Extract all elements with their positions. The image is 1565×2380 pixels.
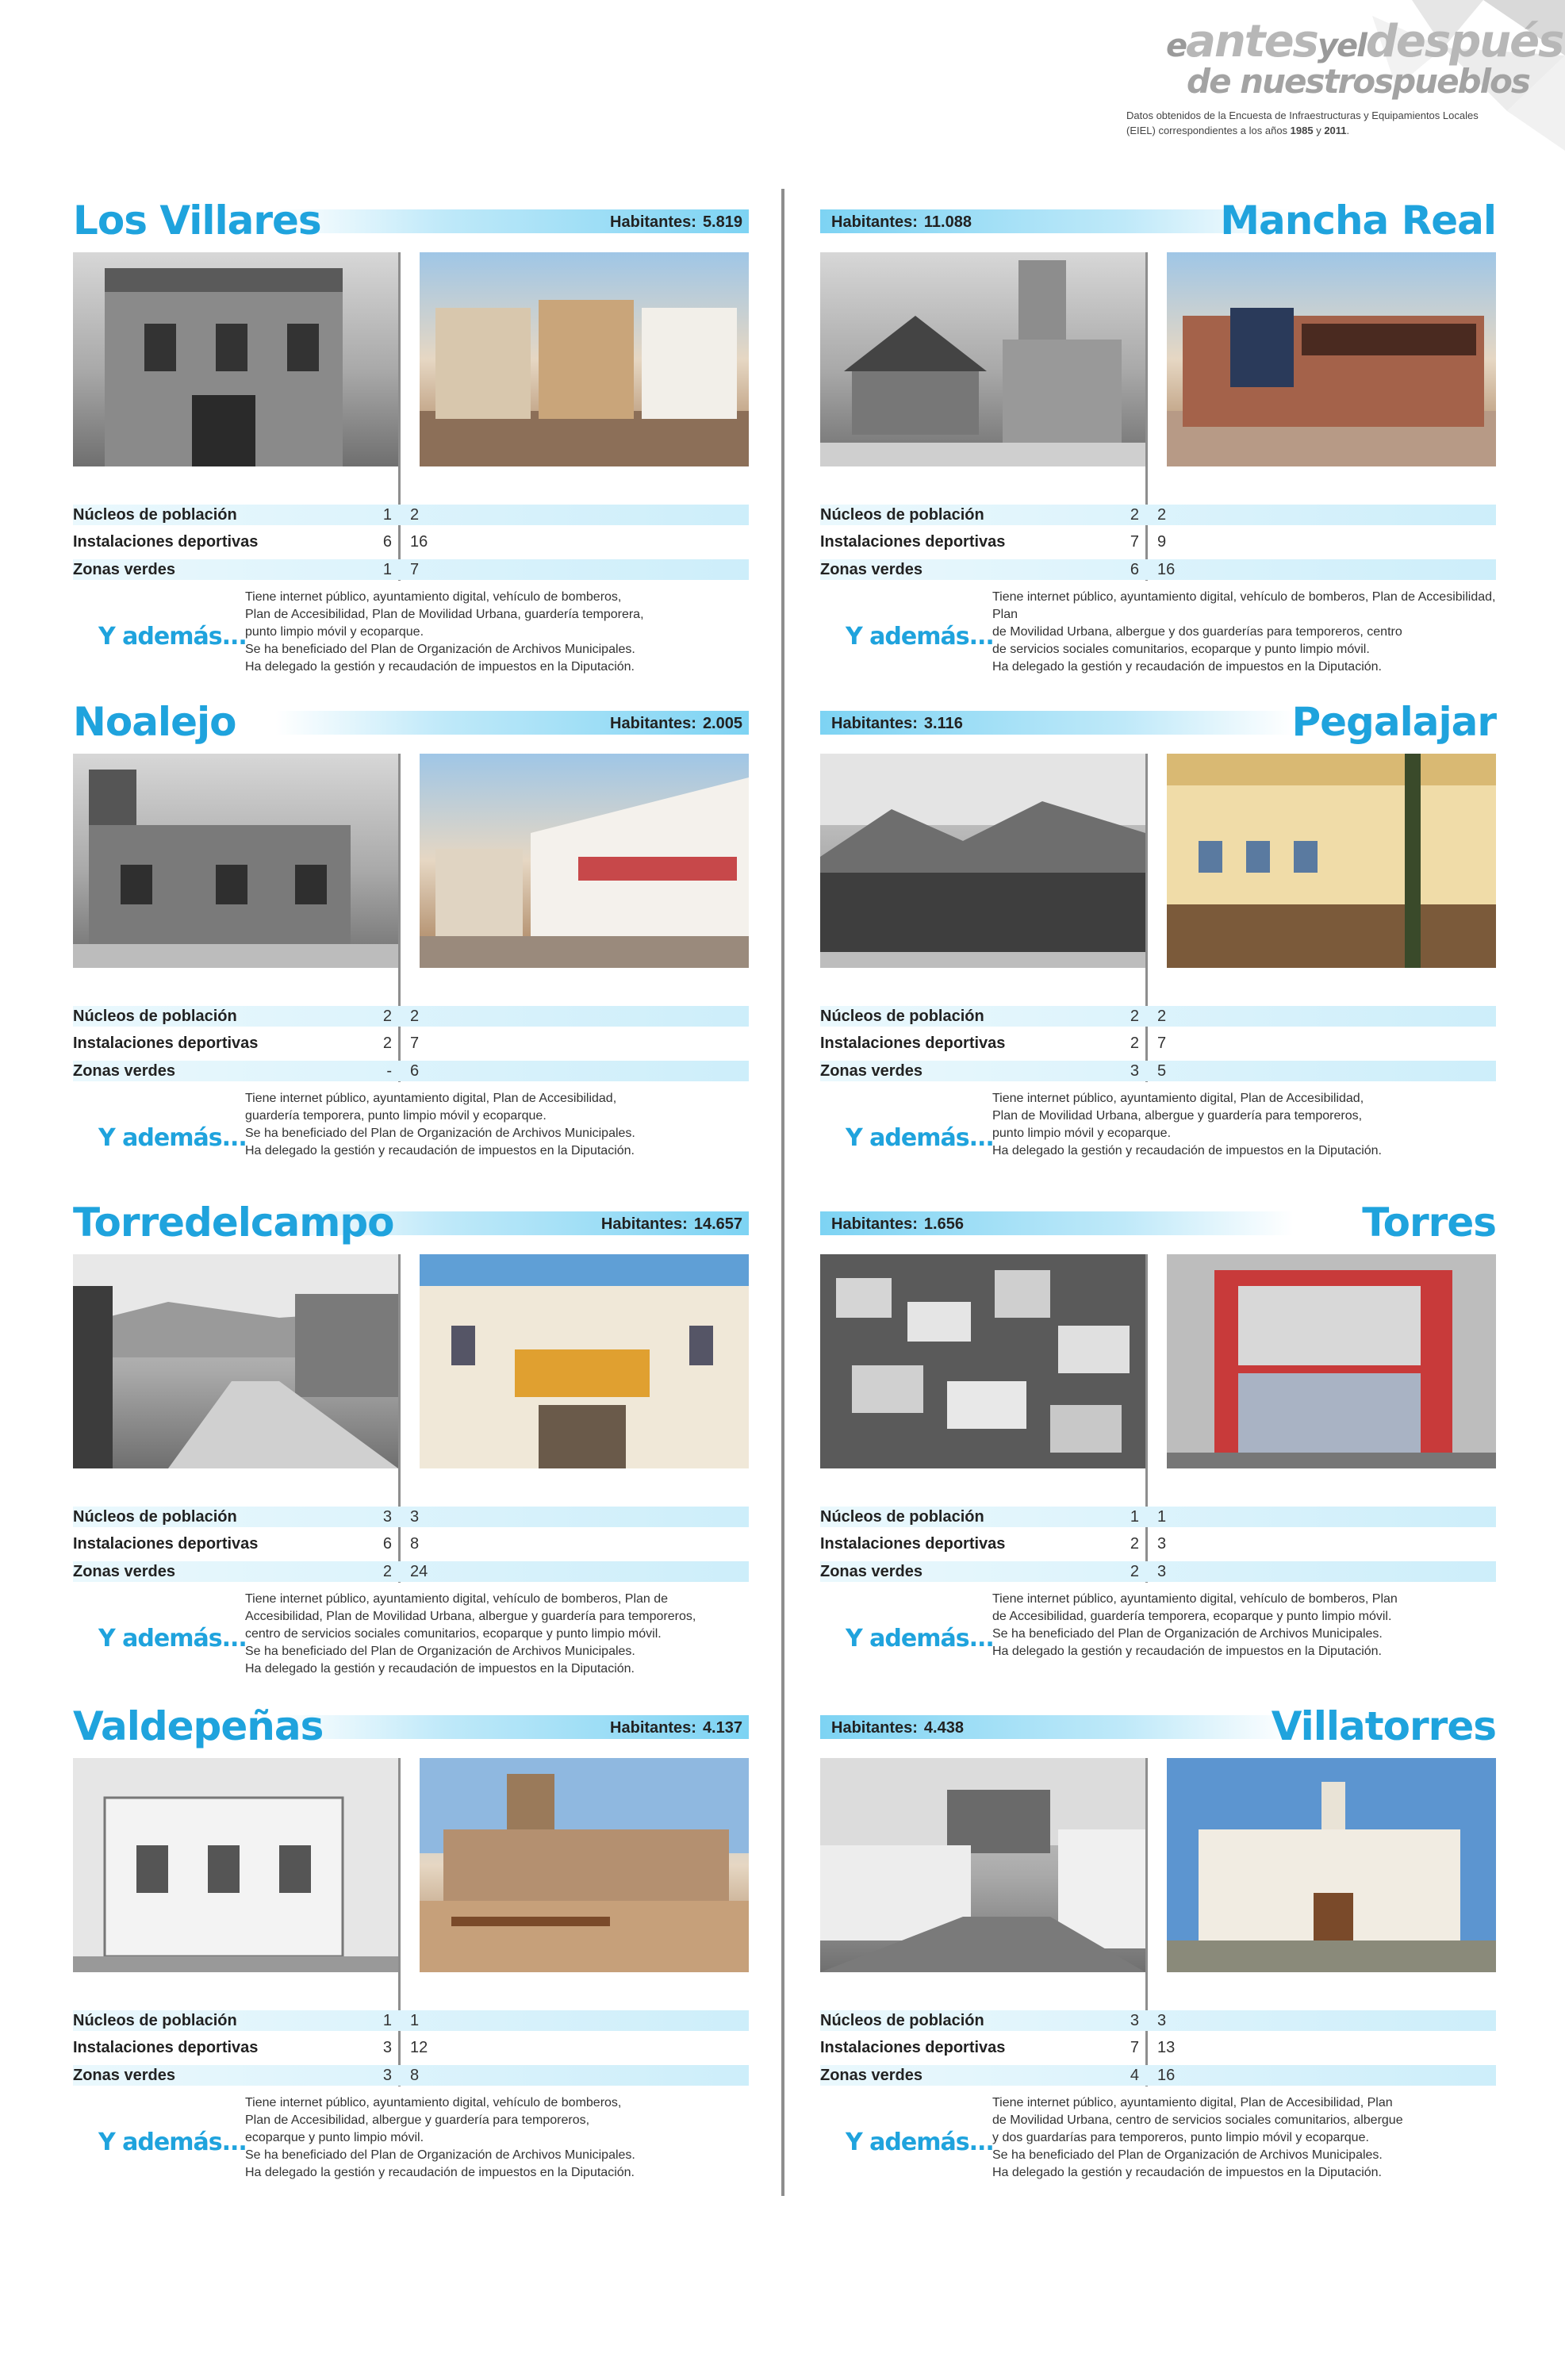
ademas-label: Y además... xyxy=(846,1625,994,1653)
extras-description: Tiene internet público, ayuntamiento digital, Plan de Accesibilidad, guardería temporera, punto limpio móvil y ecoparque. Se ha beneficiado del Plan de Organización de Archivos Municipales. Ha delegado la gestión y recaudación de impuestos en la Diputación. xyxy=(245,1092,635,1157)
town-card-torres xyxy=(820,1200,1496,1696)
extras-description: Tiene internet público, ayuntamiento digital, vehículo de bomberos, Plan de Accesibilidad, albergue y guardería para temporeros, ecoparque y punto limpio móvil. Se ha beneficiado del Plan de Organización de Archivos Municipales. Ha delegado la gestión y recaudación de impuestos en la Diputación. xyxy=(245,2096,635,2179)
row-zonas: Zonas verdes 3 5 xyxy=(820,1061,1496,1081)
population: Habitantes: 14.657 xyxy=(600,1215,742,1233)
ademas-label: Y además... xyxy=(846,1124,994,1152)
photo-1985 xyxy=(73,1254,398,1468)
town-header xyxy=(820,700,1496,746)
photo-1985 xyxy=(73,754,398,968)
town-card-valdepenas xyxy=(73,1704,749,2200)
photo-1985 xyxy=(73,1758,398,1972)
ademas-label: Y además... xyxy=(98,2129,247,2156)
row-instalaciones: Instalaciones deportivas 2 7 xyxy=(820,1035,1167,1052)
town-name: Valdepeñas xyxy=(73,1703,324,1749)
ademas-label: Y además... xyxy=(846,623,994,651)
town-card-villatorres xyxy=(820,1704,1496,2200)
photo-2011 xyxy=(420,1254,749,1468)
row-instalaciones: Instalaciones deportivas 2 7 xyxy=(73,1035,420,1052)
center-divider xyxy=(781,189,784,2196)
extras-description: Tiene internet público, ayuntamiento digital, vehículo de bomberos, Plan de Accesibilidad, guardería temporera, ecoparque y punto limpio móvil. Se ha beneficiado del Plan de Organización de Archivos Municipales. Ha delegado la gestión y recaudación de impuestos en la Diputación. xyxy=(992,1592,1398,1658)
row-zonas: Zonas verdes 3 8 xyxy=(73,2065,749,2086)
town-card-los-villares xyxy=(73,198,749,694)
town-card-mancha-real xyxy=(820,198,1496,694)
photo-1985 xyxy=(820,252,1145,466)
town-name: Noalejo xyxy=(73,699,236,745)
row-zonas: Zonas verdes 4 16 xyxy=(820,2065,1496,2086)
photo-1985 xyxy=(820,1254,1145,1468)
row-nucleos: Núcleos de población 3 3 xyxy=(820,2010,1496,2031)
photo-2011 xyxy=(1167,754,1496,968)
row-instalaciones: Instalaciones deportivas 2 3 xyxy=(820,1535,1167,1553)
row-zonas: Zonas verdes 1 7 xyxy=(73,559,749,580)
town-header xyxy=(820,198,1496,244)
extras-description: Tiene internet público, ayuntamiento digital, vehículo de bomberos, Plan de Accesibilidad, Plan de Movilidad Urbana, albergue y dos guarderías para temporeros, centro de servicios sociales comunitarios, ecoparque y punto limpio móvil. Ha delegado la gestión y recaudación de impuestos en la Diputación. xyxy=(992,590,1496,674)
photo-1985 xyxy=(820,1758,1145,1972)
town-header xyxy=(73,700,749,746)
logo-title-line2: de nuestrospueblos xyxy=(1187,62,1529,101)
extras-description: Tiene internet público, ayuntamiento digital, vehículo de bomberos, Plan de Accesibilidad, Plan de Movilidad Urbana, guardería temporera, punto limpio móvil y ecoparque. Se ha beneficiado del Plan de Organización de Archivos Municipales. Ha delegado la gestión y recaudación de impuestos en la Diputación. xyxy=(245,590,644,674)
population: Habitantes: 4.438 xyxy=(831,1719,964,1737)
extras-description: Tiene internet público, ayuntamiento digital, vehículo de bomberos, Plan de Accesibilidad, Plan de Movilidad Urbana, albergue y guardería para temporeros, centro de servicios sociales comunitarios, ecoparque y punto limpio móvil. Se ha beneficiado del Plan de Organización de Archivos Municipales. Ha delegado la gestión y recaudación de impuestos en la Diputación. xyxy=(245,1592,696,1676)
row-nucleos: Núcleos de población 2 2 xyxy=(820,1006,1496,1027)
town-name: Los Villares xyxy=(73,198,321,244)
row-nucleos: Núcleos de población 1 1 xyxy=(820,1507,1496,1527)
ademas-label: Y además... xyxy=(98,1625,247,1653)
ademas-label: Y además... xyxy=(98,623,247,651)
photo-2011 xyxy=(420,1758,749,1972)
row-zonas: Zonas verdes 2 24 xyxy=(73,1561,749,1582)
row-instalaciones: Instalaciones deportivas 3 12 xyxy=(73,2039,428,2056)
photo-1985 xyxy=(820,754,1145,968)
population: Habitantes: 4.137 xyxy=(610,1719,742,1737)
row-nucleos: Núcleos de población 1 1 xyxy=(73,2010,749,2031)
town-name: Pegalajar xyxy=(1291,699,1496,745)
population: Habitantes: 2.005 xyxy=(610,715,742,732)
row-nucleos: Núcleos de población 2 2 xyxy=(73,1006,749,1027)
photo-2011 xyxy=(1167,1254,1496,1468)
extras-description: Tiene internet público, ayuntamiento digital, Plan de Accesibilidad, Plan de Movilidad Urbana, albergue y guardería para temporeros, punto limpio móvil y ecoparque. Ha delegado la gestión y recaudación de impuestos en la Diputación. xyxy=(992,1092,1382,1157)
population: Habitantes: 1.656 xyxy=(831,1215,964,1233)
photo-2011 xyxy=(420,754,749,968)
town-card-noalejo xyxy=(73,700,749,1196)
row-instalaciones: Instalaciones deportivas 7 9 xyxy=(820,533,1167,551)
population: Habitantes: 3.116 xyxy=(831,715,963,732)
row-zonas: Zonas verdes 6 16 xyxy=(820,559,1496,580)
town-card-pegalajar xyxy=(820,700,1496,1196)
row-nucleos: Núcleos de población 1 2 xyxy=(73,505,749,525)
town-header xyxy=(820,1704,1496,1750)
town-header xyxy=(73,198,749,244)
row-instalaciones: Instalaciones deportivas 6 16 xyxy=(73,533,428,551)
source-note: Datos obtenidos de la Encuesta de Infraestructuras y Equipamientos Locales (EIEL) correspondientes a los años 1985 y 2011. xyxy=(1126,109,1479,136)
town-name: Villatorres xyxy=(1271,1703,1496,1749)
town-card-torredelcampo xyxy=(73,1200,749,1696)
header-logo xyxy=(1110,0,1565,159)
photo-2011 xyxy=(1167,252,1496,466)
row-zonas: Zonas verdes 2 3 xyxy=(820,1561,1496,1582)
town-name: Mancha Real xyxy=(1220,198,1496,244)
logo-title-line1: eantesyeldespués xyxy=(1166,16,1563,67)
population: Habitantes: 11.088 xyxy=(831,213,972,231)
row-nucleos: Núcleos de población 2 2 xyxy=(820,505,1496,525)
photo-2011 xyxy=(420,252,749,466)
town-header xyxy=(820,1200,1496,1246)
population: Habitantes: 5.819 xyxy=(610,213,742,231)
row-instalaciones: Instalaciones deportivas 7 13 xyxy=(820,2039,1176,2056)
town-header xyxy=(73,1704,749,1750)
ademas-label: Y además... xyxy=(98,1124,247,1152)
town-header xyxy=(73,1200,749,1246)
town-name: Torres xyxy=(1362,1200,1496,1246)
row-instalaciones: Instalaciones deportivas 6 8 xyxy=(73,1535,420,1553)
ademas-label: Y además... xyxy=(846,2129,994,2156)
photo-2011 xyxy=(1167,1758,1496,1972)
photo-1985 xyxy=(73,252,398,466)
town-name: Torredelcampo xyxy=(73,1200,394,1246)
row-nucleos: Núcleos de población 3 3 xyxy=(73,1507,749,1527)
row-zonas: Zonas verdes - 6 xyxy=(73,1061,749,1081)
extras-description: Tiene internet público, ayuntamiento digital, Plan de Accesibilidad, Plan de Movilidad Urbana, centro de servicios sociales comunitarios, albergue y dos guardarías para temporeros, punto limpio móvil y ecoparque. Se ha beneficiado del Plan de Organización de Archivos Municipales. Ha delegado la gestión y recaudación de impuestos en la Diputación. xyxy=(992,2096,1403,2179)
